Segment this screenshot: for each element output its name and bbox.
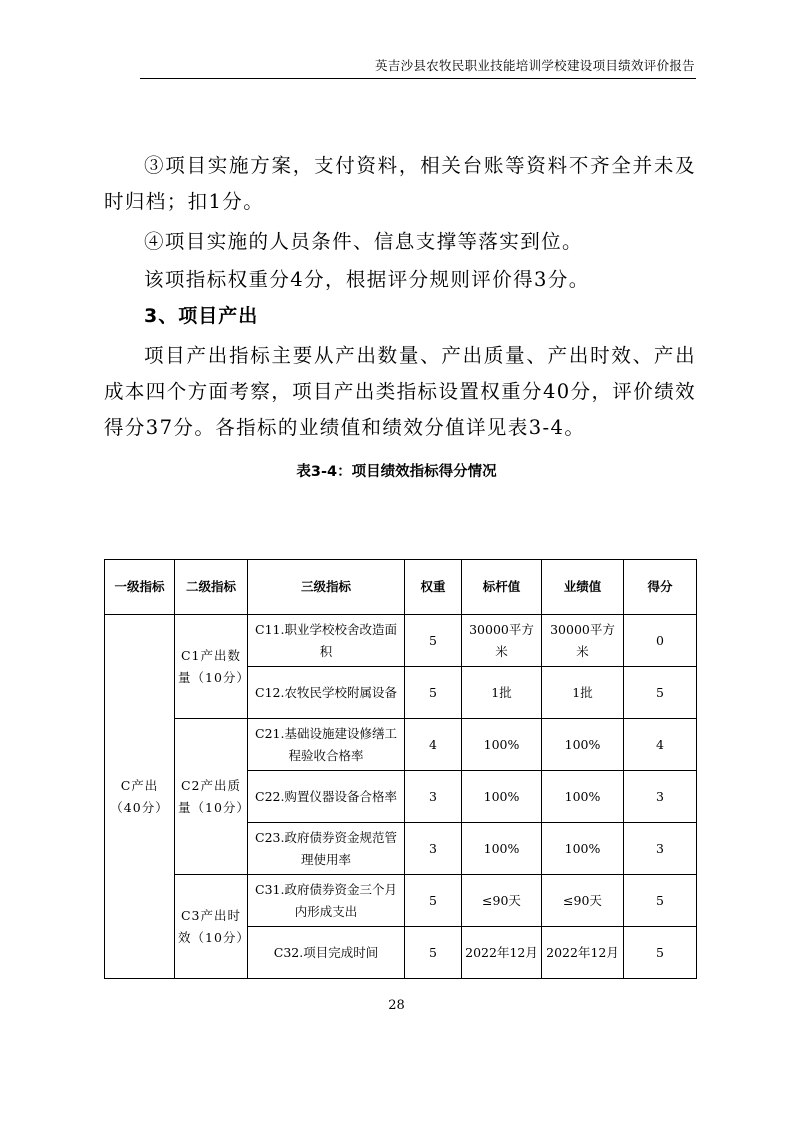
weight-cell: 5 xyxy=(405,615,462,667)
indicator-cell: C11.职业学校校舍改造面积 xyxy=(248,615,405,667)
actual-cell: ≤90天 xyxy=(542,875,624,927)
actual-cell: 1批 xyxy=(542,667,624,719)
level1-cell: C产出（40分） xyxy=(105,615,175,979)
header-weight: 权重 xyxy=(405,560,462,615)
benchmark-cell: 1批 xyxy=(462,667,542,719)
table-header-row xyxy=(105,560,697,615)
benchmark-cell: 100% xyxy=(462,771,542,823)
benchmark-cell: 100% xyxy=(462,719,542,771)
indicator-cell: C21.基础设施建设修缮工程验收合格率 xyxy=(248,719,405,771)
weight-cell: 3 xyxy=(405,771,462,823)
weight-cell: 5 xyxy=(405,875,462,927)
score-cell: 5 xyxy=(624,927,697,979)
page-number: 28 xyxy=(388,998,405,1013)
header-level2: 二级指标 xyxy=(175,560,248,615)
table-caption: 表3-4：项目绩效指标得分情况 xyxy=(296,464,497,480)
paragraph-item-3: ③项目实施方案，支付资料，相关台账等资料不齐全并未及时归档；扣1分。 xyxy=(104,154,696,213)
benchmark-cell: 100% xyxy=(462,823,542,875)
header-actual: 业绩值 xyxy=(542,560,624,615)
header-level1: 一级指标 xyxy=(105,560,175,615)
level2-cell: C3产出时效（10分） xyxy=(175,875,248,979)
indicator-cell: C22.购置仪器设备合格率 xyxy=(248,771,405,823)
score-cell: 3 xyxy=(624,771,697,823)
header-divider xyxy=(140,78,696,79)
actual-cell: 100% xyxy=(542,823,624,875)
table-row xyxy=(105,719,697,771)
header-benchmark: 标杆值 xyxy=(462,560,542,615)
paragraph-score-summary: 该项指标权重分4分，根据评分规则评价得3分。 xyxy=(144,268,590,291)
weight-cell: 5 xyxy=(405,927,462,979)
indicator-cell: C31.政府债券资金三个月内形成支出 xyxy=(248,875,405,927)
score-cell: 4 xyxy=(624,719,697,771)
performance-table xyxy=(104,559,697,979)
benchmark-cell: ≤90天 xyxy=(462,875,542,927)
report-header-title: 英吉沙县农牧民职业技能培训学校建设项目绩效评价报告 xyxy=(374,58,695,73)
actual-cell: 30000平方米 xyxy=(542,615,624,667)
paragraph-output-intro: 项目产出指标主要从产出数量、产出质量、产出时效、产出成本四个方面考察，项目产出类指标设置权重分40分，评价绩效得分37分。各指标的业绩值和绩效分值详见表3-4。 xyxy=(104,344,696,439)
table-row xyxy=(105,615,697,667)
score-cell: 5 xyxy=(624,667,697,719)
actual-cell: 100% xyxy=(542,719,624,771)
level2-cell: C2产出质量（10分） xyxy=(175,719,248,875)
score-cell: 0 xyxy=(624,615,697,667)
level2-cell: C1产出数量（10分） xyxy=(175,615,248,719)
weight-cell: 4 xyxy=(405,719,462,771)
section-heading: 3、项目产出 xyxy=(144,305,259,327)
benchmark-cell: 30000平方米 xyxy=(462,615,542,667)
header-level3: 三级指标 xyxy=(248,560,405,615)
score-cell: 5 xyxy=(624,875,697,927)
actual-cell: 100% xyxy=(542,771,624,823)
actual-cell: 2022年12月 xyxy=(542,927,624,979)
header-score: 得分 xyxy=(624,560,697,615)
score-cell: 3 xyxy=(624,823,697,875)
table-row xyxy=(105,875,697,927)
weight-cell: 5 xyxy=(405,667,462,719)
indicator-cell: C12.农牧民学校附属设备 xyxy=(248,667,405,719)
benchmark-cell: 2022年12月 xyxy=(462,927,542,979)
indicator-cell: C23.政府债券资金规范管理使用率 xyxy=(248,823,405,875)
indicator-cell: C32.项目完成时间 xyxy=(248,927,405,979)
weight-cell: 3 xyxy=(405,823,462,875)
paragraph-item-4: ④项目实施的人员条件、信息支撑等落实到位。 xyxy=(144,230,583,253)
